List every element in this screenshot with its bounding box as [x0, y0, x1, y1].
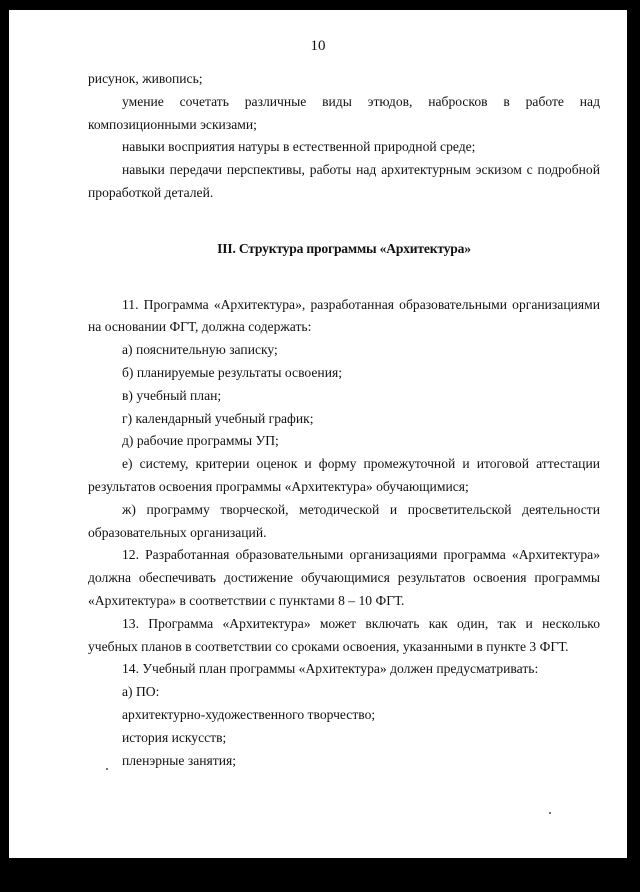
paragraph: умение сочетать различные виды этюдов, набросков в работе над композиционными эскизами; [88, 93, 600, 132]
list-item: д) рабочие программы УП; [122, 433, 279, 449]
clause-12: 12. Разработанная образовательными организациями программа «Архитектура» должна обеспечивать достижение обучающимися результатов освоения программы «Архитектура» в соответствии с пунктами 8 – 10 ФГТ. [88, 547, 600, 608]
scan-speck [549, 812, 551, 814]
page-content [88, 68, 600, 772]
paragraph: рисунок, живопись; [88, 71, 203, 86]
list-item: а) ПО: [122, 684, 160, 700]
page-number: 10 [310, 38, 326, 54]
list-item: история искусств; [122, 729, 227, 745]
list-item: архитектурно-художественного творчество; [122, 706, 376, 722]
scan-speck [106, 768, 108, 770]
list-item: е) систему, критерии оценок и форму промежуточной и итоговой аттестации результатов освоения программы «Архитектура» обучающимися; [88, 456, 600, 494]
section-title: III. Структура программы «Архитектура» [217, 240, 471, 256]
clause-11-intro: 11. Программа «Архитектура», разработанная образовательными организациями на основании ФГТ, должна содержать: [88, 296, 600, 335]
clause-13: 13. Программа «Архитектура» может включать как один, так и несколько учебных планов в соответствии со сроками освоения, указанными в пункте 3 ФГТ. [88, 615, 600, 654]
paragraph: навыки восприятия натуры в естественной природной среде; [122, 139, 476, 155]
paragraph: навыки передачи перспективы, работы над архитектурным эскизом с подробной проработкой деталей. [88, 162, 600, 200]
list-item: в) учебный план; [122, 387, 222, 403]
clause-14-intro: 14. Учебный план программы «Архитектура» должен предусматривать: [122, 661, 539, 677]
list-item: пленэрные занятия; [122, 752, 237, 768]
document-page [9, 10, 627, 858]
list-item: а) пояснительную записку; [122, 342, 278, 358]
list-item: ж) программу творческой, методической и просветительской деятельности образовательных организаций. [88, 501, 600, 540]
list-item: г) календарный учебный график; [122, 410, 314, 426]
list-item: б) планируемые результаты освоения; [122, 364, 342, 380]
